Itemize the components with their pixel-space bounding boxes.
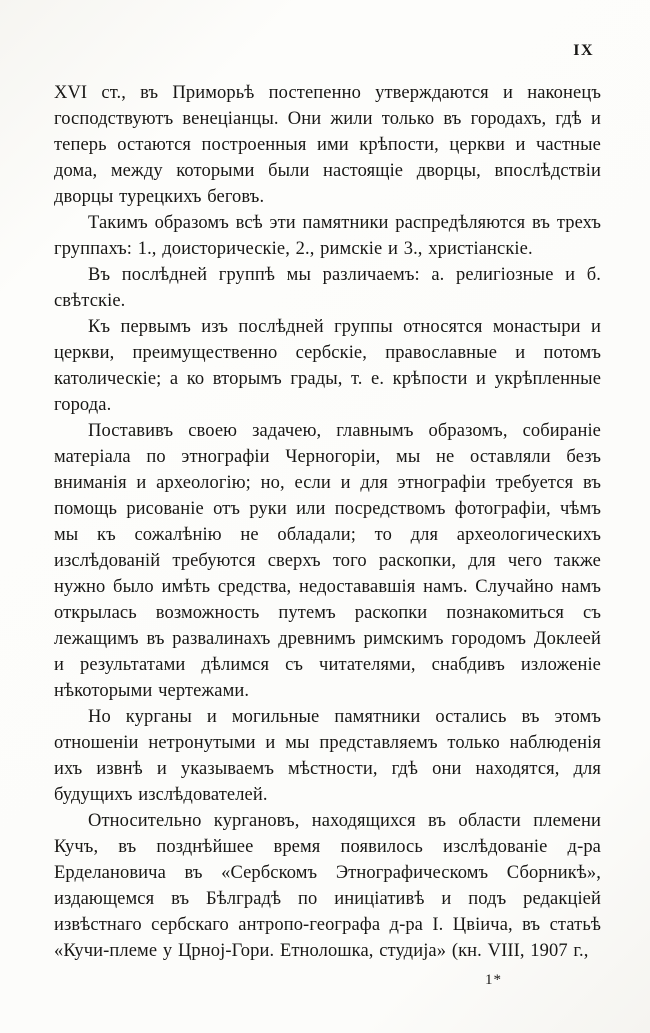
paragraph-6: Но курганы и могильные памятники остались въ этомъ отношеніи нетронутыми и мы представляемъ только наблюденія ихъ извнѣ и указываемъ мѣстности, гдѣ они находятся, для будущихъ изслѣдователей. xyxy=(54,707,601,805)
paragraph-2: Такимъ образомъ всѣ эти памятники распредѣляются въ трехъ группахъ: 1., доисторическіе, 2., римскіе и 3., христіанскіе. xyxy=(54,213,601,259)
paragraph-7: Относительно кургановъ, находящихся въ области племени Кучъ, въ позднѣйшее время появилось изслѣдованіе д-ра Ерделановича въ «Сербскомъ Этнографическомъ Сборникѣ», издающемся въ Бѣлградѣ по иниціативѣ и подъ редакціей извѣстнаго сербскаго антропо-географа д-ра І. Цвіича, въ статьѣ «Кучи-племе у Црној-Гори. Етнолошка, студија» (кн. VIII, 1907 г., xyxy=(54,811,601,961)
paragraph-5: Поставивъ своею задачею, главнымъ образомъ, собираніе матеріала по этнографіи Черногоріи, мы не оставляли безъ вниманія и археологію; но, если и для этнографіи требуется въ помощь рисованіе отъ руки или посредствомъ фотографіи, чѣмъ мы къ сожалѣнію не обладали; то для археологическихъ изслѣдованій требуются сверхъ того раскопки, для чего также нужно было имѣть средства, недостававшія намъ. Случайно намъ открылась возможность путемъ раскопки познакомиться съ лежащимъ въ развалинахъ древнимъ римскимъ городомъ Доклеей и результатами дѣлимся съ читателями, снабдивъ изложеніе нѣкоторыми чертежами. xyxy=(54,421,601,701)
paragraph-1: XVI ст., въ Приморьѣ постепенно утверждаются и наконецъ господствуютъ венеціанцы. Они жили только въ городахъ, гдѣ и теперь остаются построенныя ими крѣпости, церкви и частные дома, между которыми были настоящіе дворцы, впослѣдствіи дворцы турецкихъ беговъ. xyxy=(54,83,601,207)
paragraph-3: Въ послѣдней группѣ мы различаемъ: а. религіозные и б. свѣтскіе. xyxy=(54,265,601,311)
signature-mark: 1* xyxy=(485,972,502,988)
text-block xyxy=(54,80,601,964)
page-number: IX xyxy=(573,42,594,59)
paragraph-4: Къ первымъ изъ послѣдней группы относятся монастыри и церкви, преимущественно сербскіе, православные и потомъ католическіе; а ко вторымъ грады, т. е. крѣпости и укрѣпленные города. xyxy=(54,317,601,415)
